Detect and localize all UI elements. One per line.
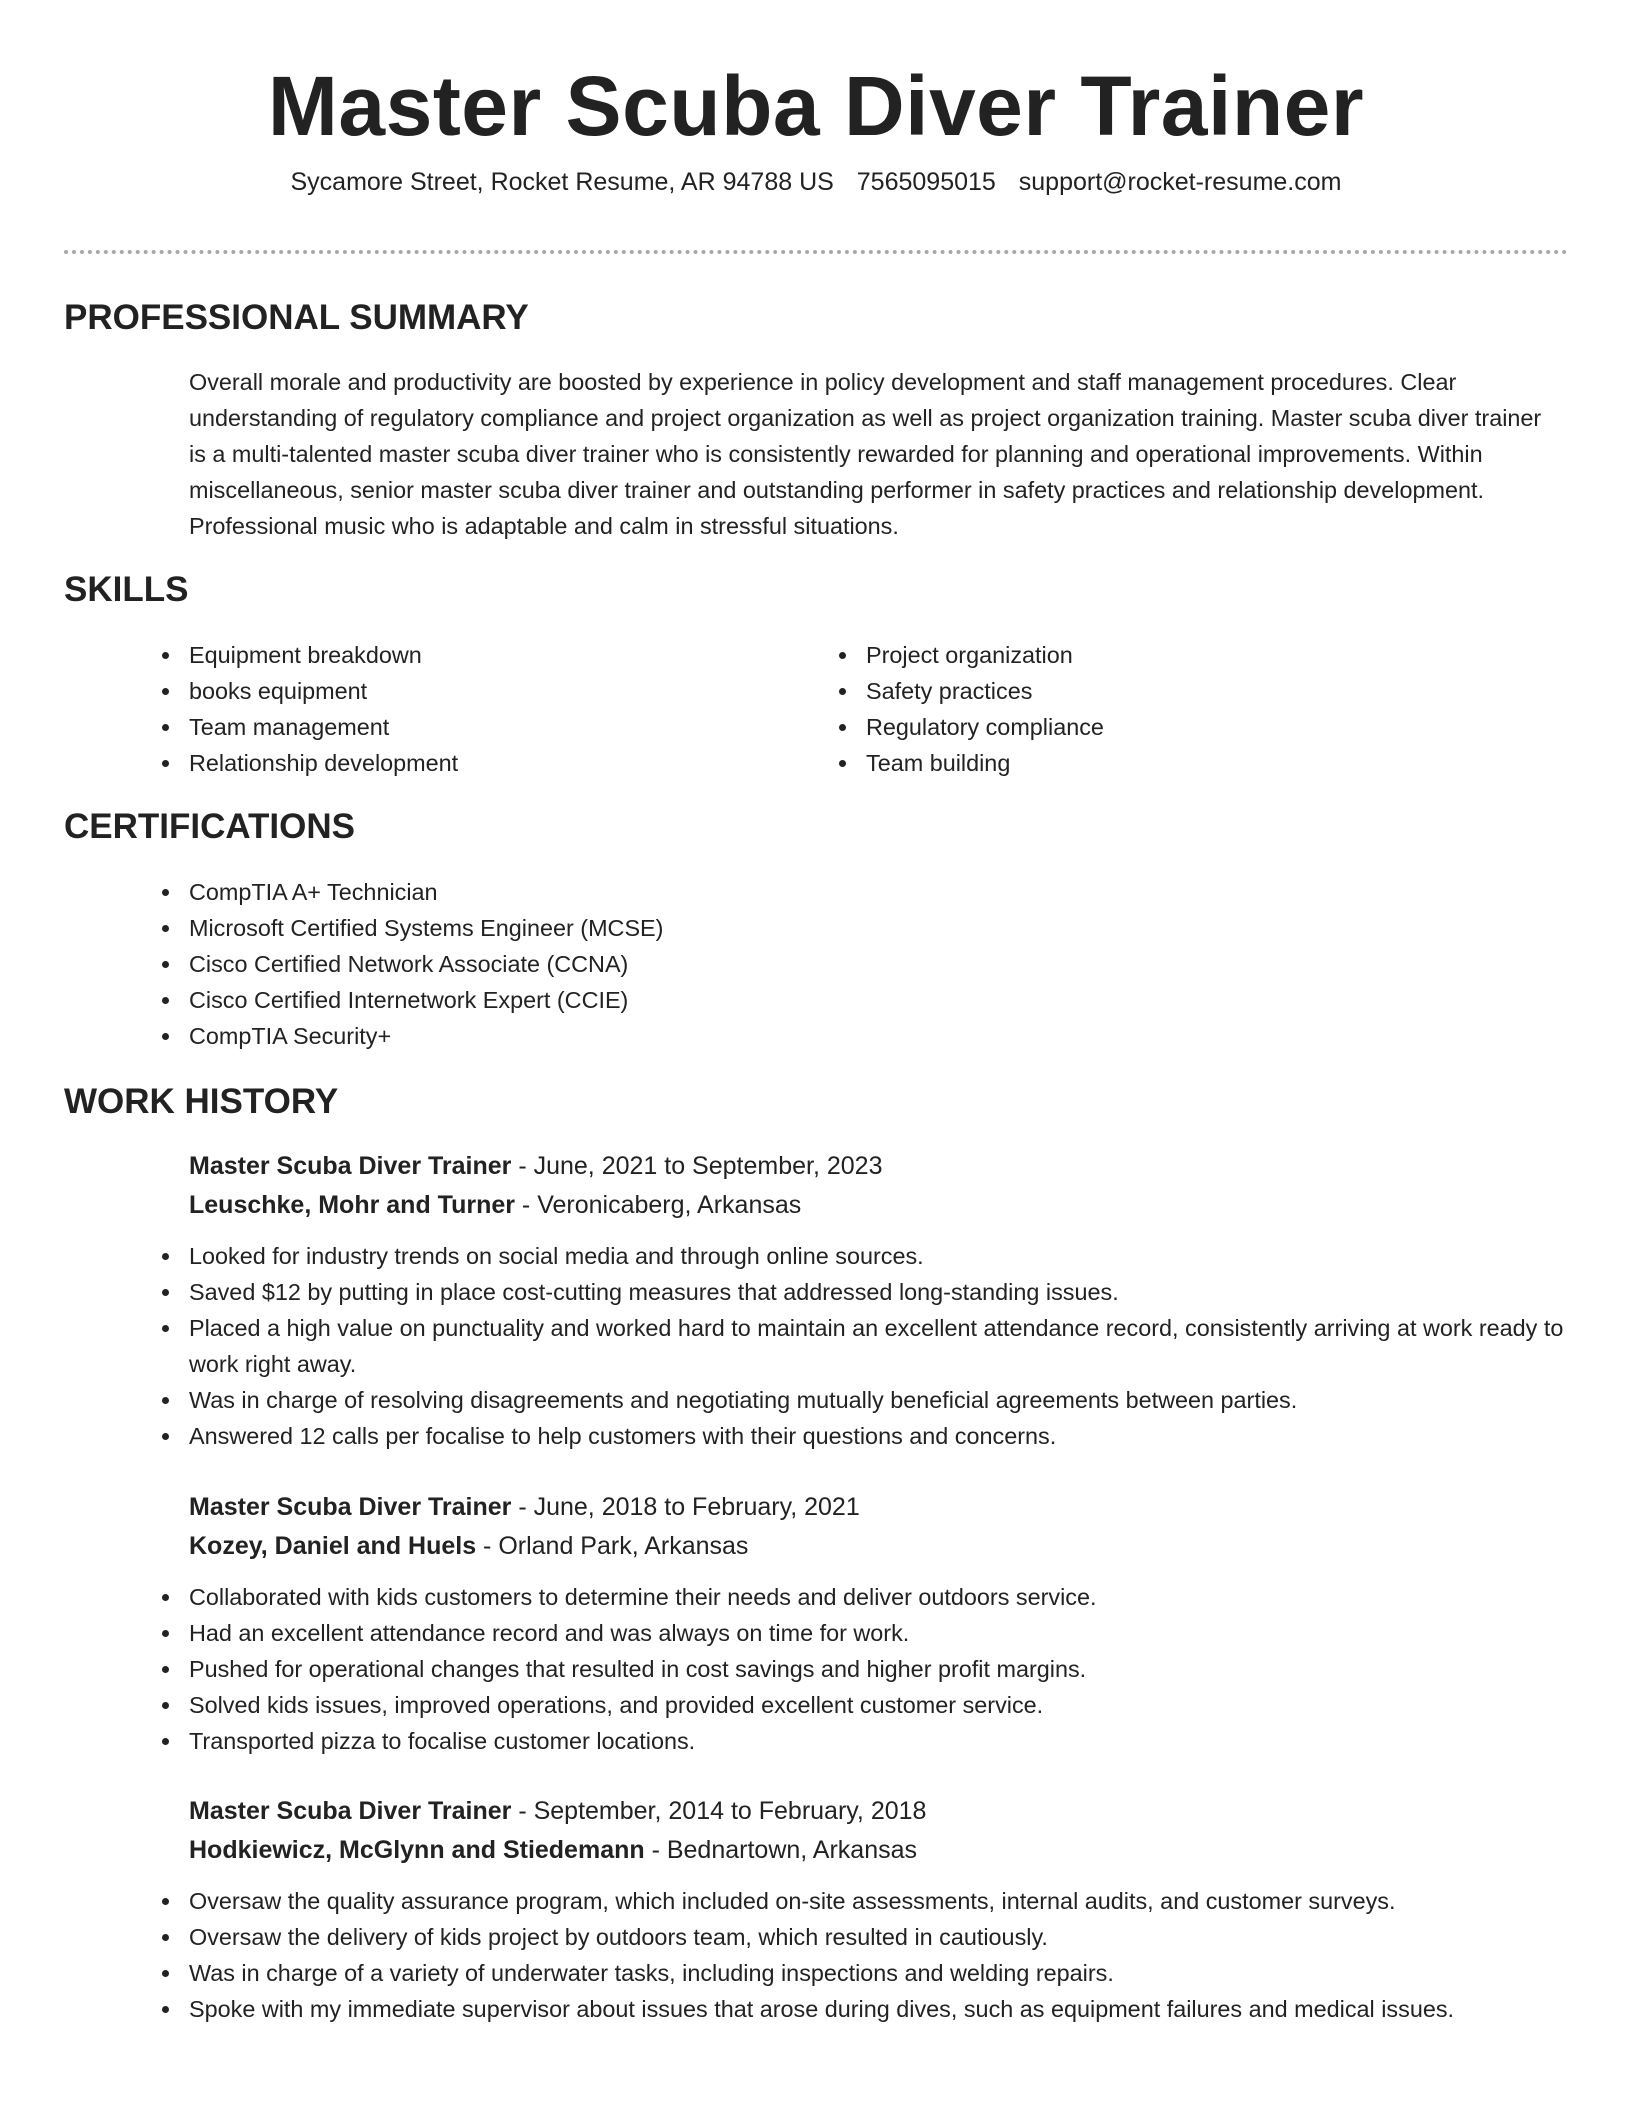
job-bullet: Answered 12 calls per focalise to help customers with their questions and concerns. [146,1418,1564,1454]
contact-phone: 7565095015 [856,168,996,196]
job-bullet: Was in charge of a variety of underwater tasks, including inspections and welding repairs. [146,1955,1564,1991]
work-history-heading: WORK HISTORY [64,1082,339,1121]
job-entry [189,1792,1564,2027]
job-dates: - June, 2018 to February, 2021 [511,1493,860,1521]
job-bullet: Looked for industry trends on social media and through online sources. [146,1238,1564,1274]
job-company: Leuschke, Mohr and Turner [189,1191,515,1219]
job-bullet: Had an excellent attendance record and was always on time for work. [146,1615,1564,1651]
job-dates: - September, 2014 to February, 2018 [511,1797,927,1825]
job-bullet: Was in charge of resolving disagreements and negotiating mutually beneficial agreements between parties. [146,1382,1564,1418]
job-title-line [189,1147,1564,1186]
certifications-list [146,874,1346,1054]
skill-item: Project organization [823,637,1466,673]
job-bullet: Collaborated with kids customers to determine their needs and deliver outdoors service. [146,1579,1564,1615]
job-bullet: Placed a high value on punctuality and worked hard to maintain an excellent attendance record, consistently arriving at work ready to work right away. [146,1310,1564,1382]
job-location: - Orland Park, Arkansas [476,1532,749,1560]
job-company: Kozey, Daniel and Huels [189,1532,477,1560]
job-location: - Bednartown, Arkansas [644,1836,918,1864]
skill-item: Safety practices [823,673,1466,709]
skills-column-left [189,637,789,781]
contact-line [0,166,1632,198]
header-divider [64,250,1568,254]
job-company: Hodkiewicz, McGlynn and Stiedemann [189,1836,645,1864]
skill-item: Team building [823,745,1466,781]
skills-column-right [866,637,1466,781]
contact-address: Sycamore Street, Rocket Resume, AR 94788 US [290,168,834,196]
certification-item: Cisco Certified Network Associate (CCNA) [146,946,1346,982]
job-bullet: Oversaw the delivery of kids project by outdoors team, which resulted in cautiously. [146,1919,1564,1955]
job-dates: - June, 2021 to September, 2023 [511,1152,883,1180]
job-bullet: Oversaw the quality assurance program, which included on-site assessments, internal audits, and customer surveys. [146,1883,1564,1919]
certification-item: CompTIA Security+ [146,1018,1346,1054]
certifications-heading: CERTIFICATIONS [64,807,356,846]
job-title-line [189,1792,1564,1831]
job-role: Master Scuba Diver Trainer [189,1797,512,1825]
job-title-line [189,1488,1564,1527]
skill-item: Equipment breakdown [146,637,789,673]
job-bullet: Saved $12 by putting in place cost-cutting measures that addressed long-standing issues. [146,1274,1564,1310]
certification-item: Microsoft Certified Systems Engineer (MCSE) [146,910,1346,946]
job-company-line [189,1186,1564,1225]
skill-item: books equipment [146,673,789,709]
job-company-line [189,1831,1564,1870]
skills-heading: SKILLS [64,570,189,609]
candidate-name: Master Scuba Diver Trainer [267,59,1365,153]
summary-text: Overall morale and productivity are boosted by experience in policy development and staff management procedures. Clear understanding of regulatory compliance and project organization as well as project organization training. Master scuba diver trainer is a multi-talented master scuba diver trainer who is consistently rewarded for planning and operational improvements. Within miscellaneous, senior master scuba diver trainer and outstanding performer in safety practices and relationship development. Professional music who is adaptable and calm in stressful situations. [189,369,1542,539]
summary-heading: PROFESSIONAL SUMMARY [64,298,529,337]
job-bullet: Pushed for operational changes that resulted in cost savings and higher profit margins. [146,1651,1564,1687]
job-bullet: Transported pizza to focalise customer locations. [146,1723,1564,1759]
certification-item: Cisco Certified Internetwork Expert (CCIE) [146,982,1346,1018]
contact-email: support@rocket-resume.com [1018,168,1342,196]
certification-item: CompTIA A+ Technician [146,874,1346,910]
job-role: Master Scuba Diver Trainer [189,1152,512,1180]
skill-item: Team management [146,709,789,745]
job-location: - Veronicaberg, Arkansas [514,1191,802,1219]
skill-item: Regulatory compliance [823,709,1466,745]
job-role: Master Scuba Diver Trainer [189,1493,512,1521]
skill-item: Relationship development [146,745,789,781]
job-entry [189,1147,1564,1454]
job-bullet: Solved kids issues, improved operations, and provided excellent customer service. [146,1687,1564,1723]
job-bullet: Spoke with my immediate supervisor about issues that arose during dives, such as equipment failures and medical issues. [146,1991,1564,2027]
job-company-line [189,1527,1564,1566]
job-entry [189,1488,1564,1759]
